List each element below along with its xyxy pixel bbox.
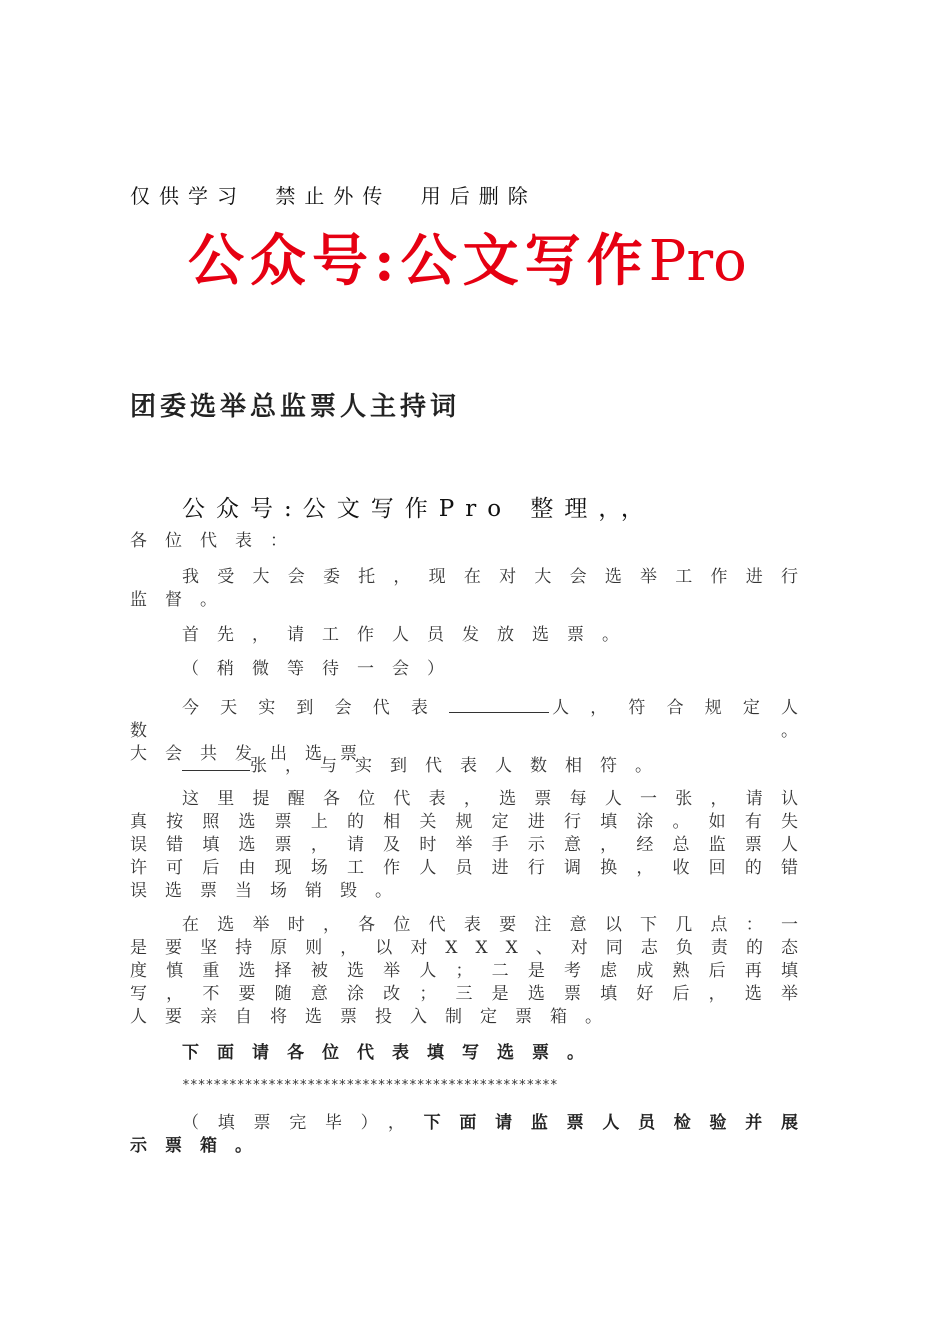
paragraph-5-text: 张，与实到代表人数相符。 bbox=[250, 756, 670, 776]
paragraph-9 bbox=[130, 1112, 816, 1158]
notice-delete-after-use: 用后删除 bbox=[420, 184, 537, 208]
paragraph-8: 下面请各位代表填写选票。 bbox=[182, 1043, 602, 1063]
paragraph-7: 在选举时，各位代表要注意以下几点：一是要坚持原则，以对XXX、对同志负责的态度慎重选择被选举人；二是考虑成熟后再填写，不要随意涂改；三是选票填好后，选举人要亲自将选票投入制定票箱。 bbox=[130, 915, 816, 1027]
ballot-count-blank[interactable] bbox=[182, 752, 250, 771]
usage-notice bbox=[130, 180, 537, 209]
separator-stars: ************************************************ bbox=[182, 1078, 558, 1093]
notice-no-distribution: 禁止外传 bbox=[275, 184, 392, 208]
page-title: 团委选举总监票人主持词 bbox=[130, 392, 461, 422]
notice-study-only: 仅供学习 bbox=[130, 184, 246, 208]
paragraph-9-text-a: （填票完毕）， bbox=[182, 1113, 424, 1133]
paragraph-2: 首先，请工作人员发放选票。 bbox=[182, 625, 637, 645]
source-line: 公众号:公文写作Pro 整理，， bbox=[182, 496, 655, 522]
watermark-banner bbox=[188, 226, 747, 297]
paragraph-9-text-b: 下面请监票人员检验并展示票箱。 bbox=[130, 1113, 817, 1156]
paragraph-4-line-1 bbox=[130, 694, 816, 743]
attendee-count-blank[interactable] bbox=[449, 694, 549, 713]
paragraph-4-text-a: 今天实到会代表 bbox=[182, 698, 449, 718]
paragraph-5 bbox=[130, 752, 816, 778]
banner-text: 公众号:公文写作 bbox=[188, 228, 649, 294]
paragraph-1: 我受大会委托，现在对大会选举工作进行监督。 bbox=[130, 567, 816, 610]
banner-pro: Pro bbox=[648, 229, 747, 294]
paragraph-4-line-2: 大会共发出选票 bbox=[130, 744, 375, 764]
salutation: 各位代表： bbox=[130, 531, 305, 551]
paragraph-4-text-b: 人，符合规定人数。 bbox=[130, 698, 816, 741]
paragraph-6: 这里提醒各位代表，选票每人一张，请认真按照选票上的相关规定进行填涂。如有失误错填选票，请及时举手示意，经总监票人许可后由现场工作人员进行调换，收回的错误选票当场销毁。 bbox=[130, 789, 816, 901]
paragraph-3: （稍微等待一会） bbox=[182, 659, 462, 679]
